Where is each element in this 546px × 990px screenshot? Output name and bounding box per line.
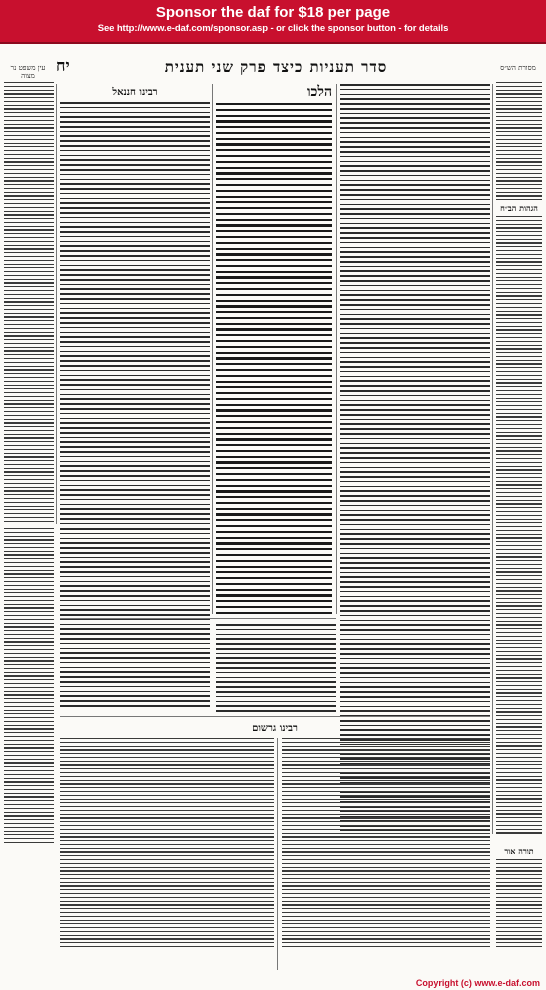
folio-number: יח [56, 56, 70, 75]
sponsor-banner[interactable] [0, 0, 546, 44]
ein-mishpat-column [4, 82, 54, 522]
tosafot-column [60, 84, 210, 524]
bottom-section-rule [60, 716, 490, 717]
tosafot-lower-left [60, 528, 210, 708]
ein-mishpat-label: עין משפט נר מצוה [10, 64, 46, 80]
rabbeinu-gershom-title: רבינו גרשום [252, 723, 298, 734]
torah-or-label: תורה אור [504, 846, 534, 856]
rabbeinu-chananel-title: רבינו חננאל [112, 87, 158, 98]
divider-gemara-left [212, 84, 213, 614]
hagahot-label: הגהות הב״ח [500, 203, 538, 213]
ein-mishpat-lines [4, 82, 54, 522]
divider-gemara-right [336, 84, 337, 614]
rabbeinu-gershom-right [282, 738, 490, 970]
copyright-link[interactable]: Copyright (c) www.e-daf.com [415, 978, 540, 988]
divider-right-margin [492, 84, 493, 834]
sponsor-banner-title[interactable]: Sponsor the daf for $18 per page [155, 4, 391, 21]
rabbeinu-gershom-heading [60, 720, 490, 738]
page-header: סדר תעניות כיצד פרק שני תענית [164, 58, 388, 76]
talmud-page [0, 44, 546, 990]
gemara-opening-word: הלכו [306, 84, 332, 100]
tosafot-under-gemara [216, 624, 336, 714]
masoret-hashas-label: מסורת הש״ס [500, 64, 536, 72]
divider-bottom [277, 738, 278, 970]
sponsor-banner-subtitle[interactable]: See http://www.e-daf.com/sponsor.asp - or click the sponsor button - for details [97, 23, 449, 34]
ein-mishpat-lower [4, 528, 54, 848]
divider-left-margin [56, 84, 57, 524]
rabbeinu-gershom-left [60, 738, 274, 970]
gemara-column [216, 84, 332, 614]
masoret-lower [496, 844, 542, 970]
masoret-column [496, 82, 542, 842]
